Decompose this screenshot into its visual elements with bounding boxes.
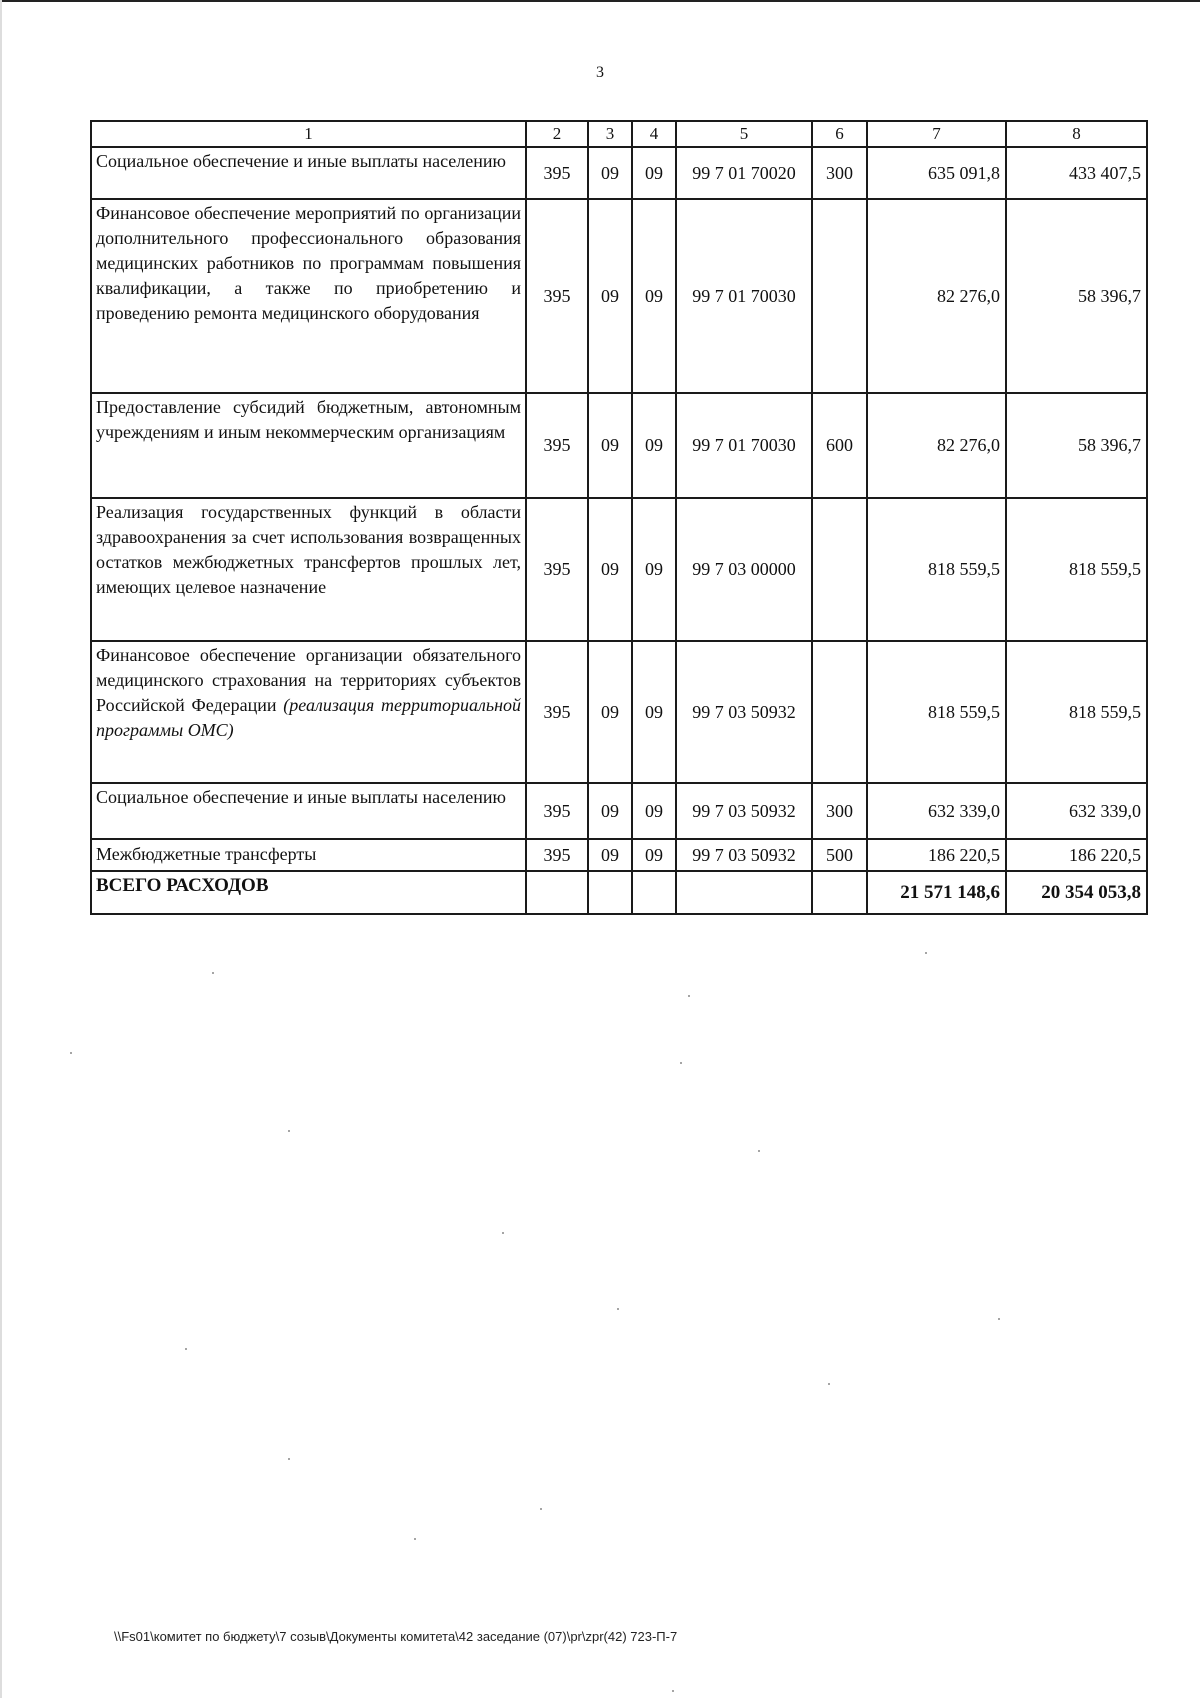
cell-c8: 58 396,7 — [1006, 393, 1147, 498]
scan-speck — [680, 1062, 682, 1064]
cell-c7: 82 276,0 — [867, 199, 1006, 393]
cell-c7: 818 559,5 — [867, 641, 1006, 783]
column-header: 4 — [632, 121, 676, 147]
column-header: 5 — [676, 121, 812, 147]
scan-speck — [998, 1318, 1000, 1320]
page-top-border — [0, 0, 1200, 2]
total-label: ВСЕГО РАСХОДОВ — [91, 871, 526, 914]
table-row — [91, 199, 1147, 393]
row-name-text: Финансовое обеспечение организации обязательного медицинского страхования на территориях субъектов Российской Федерации — [96, 645, 521, 715]
row-name: Межбюджетные трансферты — [91, 839, 526, 871]
cell-c4 — [632, 871, 676, 914]
cell-c6: 500 — [812, 839, 867, 871]
row-name-italic: (реализация территориальной программы ОМС) — [96, 695, 521, 740]
cell-c6 — [812, 498, 867, 641]
cell-c3: 09 — [588, 783, 632, 839]
cell-c3: 09 — [588, 393, 632, 498]
scan-speck — [212, 972, 214, 974]
scan-speck — [828, 1383, 830, 1385]
cell-c2: 395 — [526, 641, 588, 783]
cell-c6 — [812, 641, 867, 783]
cell-c5: 99 7 01 70030 — [676, 393, 812, 498]
cell-c4: 09 — [632, 393, 676, 498]
cell-c2: 395 — [526, 839, 588, 871]
cell-c6: 300 — [812, 783, 867, 839]
cell-c2: 395 — [526, 199, 588, 393]
row-name: Социальное обеспечение и иные выплаты населению — [91, 147, 526, 199]
cell-c4: 09 — [632, 839, 676, 871]
column-header: 8 — [1006, 121, 1147, 147]
cell-c5: 99 7 03 00000 — [676, 498, 812, 641]
column-header: 6 — [812, 121, 867, 147]
cell-c4: 09 — [632, 498, 676, 641]
cell-c8: 818 559,5 — [1006, 641, 1147, 783]
cell-c8: 632 339,0 — [1006, 783, 1147, 839]
table-header-row — [91, 121, 1147, 147]
cell-c4: 09 — [632, 783, 676, 839]
column-header: 2 — [526, 121, 588, 147]
table-row — [91, 839, 1147, 871]
cell-c6 — [812, 199, 867, 393]
cell-c2: 395 — [526, 498, 588, 641]
cell-c6: 300 — [812, 147, 867, 199]
table-row — [91, 147, 1147, 199]
scan-speck — [414, 1538, 416, 1540]
cell-c8: 818 559,5 — [1006, 498, 1147, 641]
table-row — [91, 393, 1147, 498]
table-row — [91, 783, 1147, 839]
scan-speck — [688, 995, 690, 997]
scan-speck — [502, 1232, 504, 1234]
cell-c2: 395 — [526, 393, 588, 498]
cell-c4: 09 — [632, 641, 676, 783]
cell-c3: 09 — [588, 498, 632, 641]
cell-c7: 82 276,0 — [867, 393, 1006, 498]
cell-c7: 632 339,0 — [867, 783, 1006, 839]
page-left-edge — [0, 0, 2, 1698]
column-header: 7 — [867, 121, 1006, 147]
cell-c8: 58 396,7 — [1006, 199, 1147, 393]
cell-c2 — [526, 871, 588, 914]
total-c7: 21 571 148,6 — [867, 871, 1006, 914]
scan-speck — [925, 952, 927, 954]
column-header: 3 — [588, 121, 632, 147]
row-name: Социальное обеспечение и иные выплаты населению — [91, 783, 526, 839]
scan-speck — [758, 1150, 760, 1152]
cell-c3: 09 — [588, 199, 632, 393]
table-row — [91, 498, 1147, 641]
cell-c2: 395 — [526, 147, 588, 199]
document-file-path: \\Fs01\комитет по бюджету\7 созыв\Документы комитета\42 заседание (07)\pr\zpr(42) 723-П-7 — [114, 1629, 678, 1644]
cell-c5: 99 7 01 70030 — [676, 199, 812, 393]
cell-c6 — [812, 871, 867, 914]
cell-c4: 09 — [632, 199, 676, 393]
budget-table — [90, 120, 1148, 915]
cell-c3: 09 — [588, 641, 632, 783]
cell-c3: 09 — [588, 147, 632, 199]
cell-c3 — [588, 871, 632, 914]
cell-c7: 635 091,8 — [867, 147, 1006, 199]
cell-c5: 99 7 01 70020 — [676, 147, 812, 199]
row-name: Реализация государственных функций в области здравоохранения за счет использования возвращенных остатков межбюджетных трансфертов прошлых лет, имеющих целевое назначение — [91, 498, 526, 641]
cell-c7: 186 220,5 — [867, 839, 1006, 871]
cell-c6: 600 — [812, 393, 867, 498]
total-row — [91, 871, 1147, 914]
table-row — [91, 641, 1147, 783]
cell-c5: 99 7 03 50932 — [676, 641, 812, 783]
cell-c3: 09 — [588, 839, 632, 871]
scan-speck — [617, 1308, 619, 1310]
row-name — [91, 641, 526, 783]
row-name: Финансовое обеспечение мероприятий по организации дополнительного профессионального образования медицинских работников по программам повышения квалификации, а также по приобретению и проведению ремонта медицинского оборудования — [91, 199, 526, 393]
cell-c7: 818 559,5 — [867, 498, 1006, 641]
column-header: 1 — [91, 121, 526, 147]
cell-c5: 99 7 03 50932 — [676, 783, 812, 839]
cell-c5: 99 7 03 50932 — [676, 839, 812, 871]
scan-speck — [672, 1690, 674, 1692]
cell-c2: 395 — [526, 783, 588, 839]
scan-speck — [70, 1052, 72, 1054]
scan-speck — [185, 1348, 187, 1350]
total-c8: 20 354 053,8 — [1006, 871, 1147, 914]
scan-speck — [540, 1508, 542, 1510]
page-number: 3 — [596, 64, 604, 81]
cell-c8: 186 220,5 — [1006, 839, 1147, 871]
cell-c5 — [676, 871, 812, 914]
scan-speck — [288, 1130, 290, 1132]
row-name: Предоставление субсидий бюджетным, автономным учреждениям и иным некоммерческим организациям — [91, 393, 526, 498]
cell-c8: 433 407,5 — [1006, 147, 1147, 199]
scan-speck — [288, 1458, 290, 1460]
cell-c4: 09 — [632, 147, 676, 199]
